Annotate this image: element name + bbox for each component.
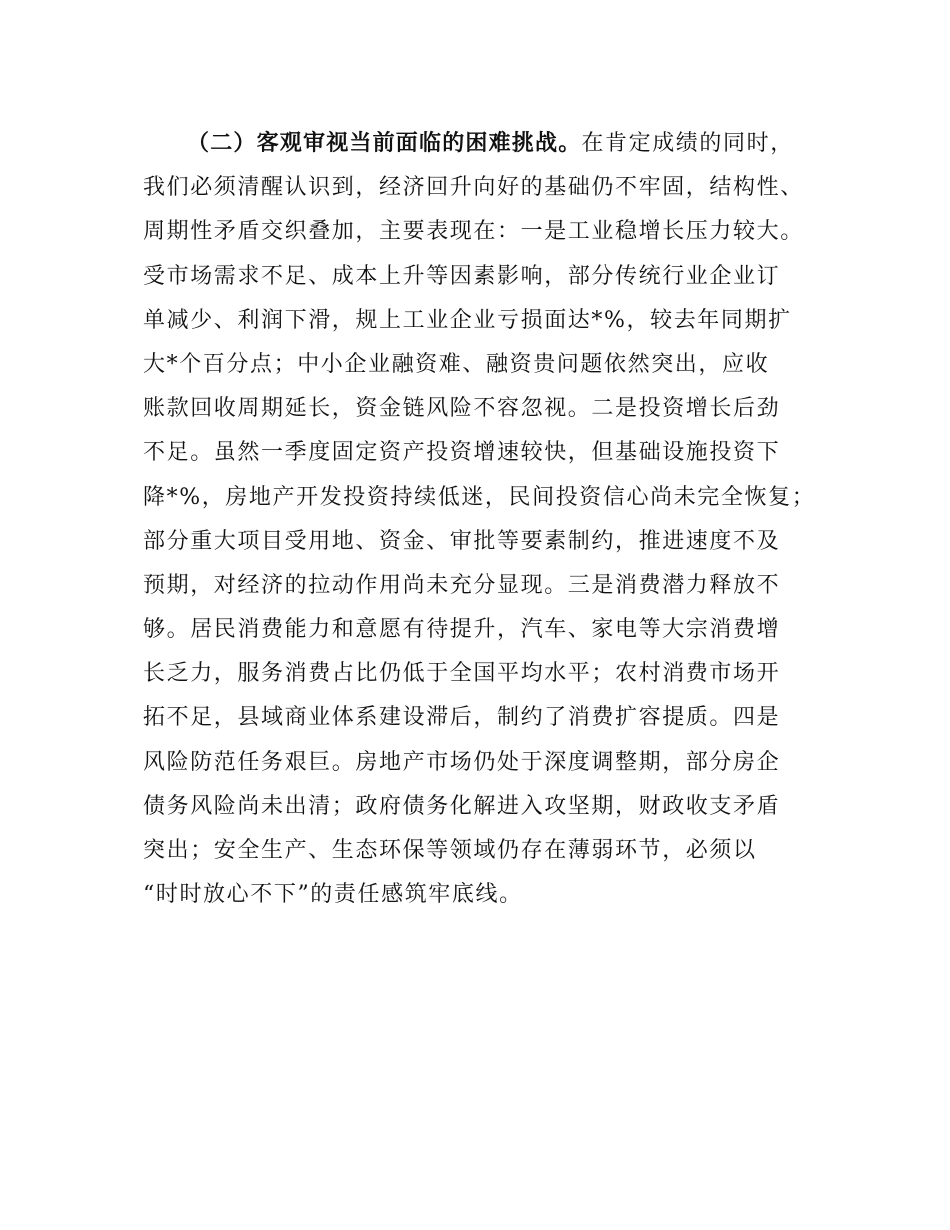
paragraph-line-15: 风险防范任务艰巨。房地产市场仍处于深度调整期，部分房企 [143,749,781,775]
paragraph-line-14: 拓不足，县域商业体系建设滞后，制约了消费扩容提质。四是 [143,705,781,731]
body-paragraph [143,122,843,917]
paragraph-line-16: 债务风险尚未出清；政府债务化解进入攻坚期，财政收支矛盾 [143,793,781,819]
paragraph-line-6: 大*个百分点；中小企业融资难、融资贵问题依然突出，应收 [143,351,770,377]
section-heading: （二）客观审视当前面临的困难挑战。 [187,131,582,156]
paragraph-line-11: 预期，对经济的拉动作用尚未充分显现。三是消费潜力释放不 [143,572,781,598]
paragraph-line-9: 降*%，房地产开发投资持续低迷，民间投资信心尚未完全恢复； [143,484,816,510]
paragraph-line-10: 部分重大项目受用地、资金、审批等要素制约，推进速度不及 [143,528,781,554]
paragraph-line-3: 周期性矛盾交织叠加，主要表现在：一是工业稳增长压力较大。 [143,219,804,245]
paragraph-line-2: 我们必须清醒认识到，经济回升向好的基础仍不牢固，结构性、 [143,175,804,201]
paragraph-line-13: 长乏力，服务消费占比仍低于全国平均水平；农村消费市场开 [143,661,781,687]
paragraph-line-17: 突出；安全生产、生态环保等领域仍存在薄弱环节，必须以 [143,838,757,863]
paragraph-line-4: 受市场需求不足、成本上升等因素影响，部分传统行业企业订 [143,263,781,289]
paragraph-line-8: 不足。虽然一季度固定资产投资增速较快，但基础设施投资下 [143,440,781,466]
paragraph-line-5: 单减少、利润下滑，规上工业企业亏损面达*%，较去年同期扩 [143,307,792,333]
paragraph-line-18: “时时放心不下”的责任感筑牢底线。 [143,882,523,908]
paragraph-line-12: 够。居民消费能力和意愿有待提升，汽车、家电等大宗消费增 [143,617,781,643]
paragraph-text-line-1: 在肯定成绩的同时， [581,131,794,156]
paragraph-line-1 [143,122,843,166]
paragraph-line-7: 账款回收周期延长，资金链风险不容忽视。二是投资增长后劲 [143,396,781,422]
